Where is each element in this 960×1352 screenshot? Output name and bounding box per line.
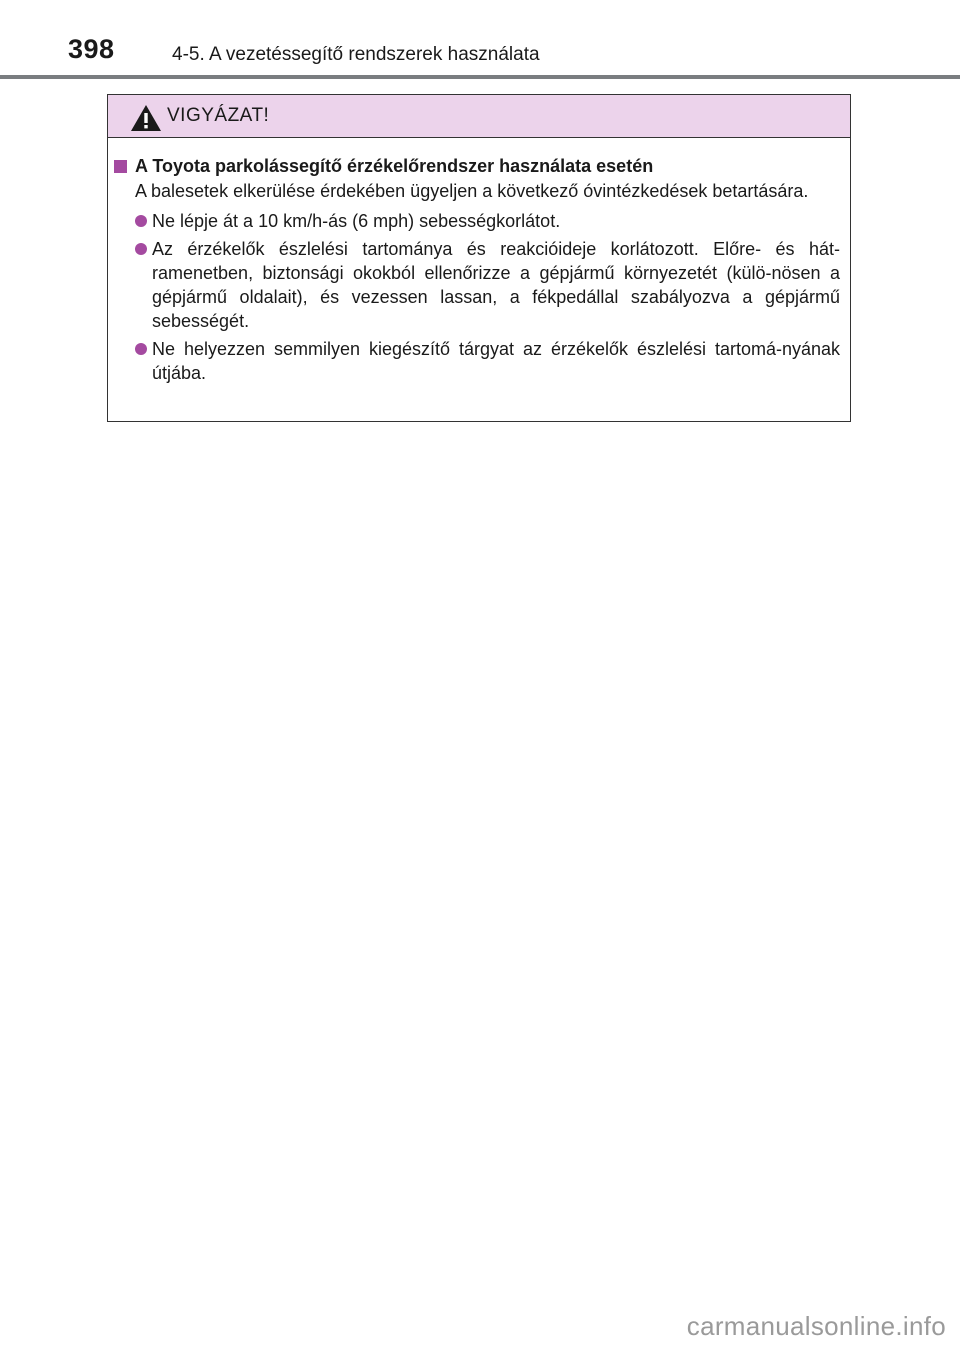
warning-triangle-icon <box>130 104 162 132</box>
caution-intro: A balesetek elkerülése érdekében ügyeljen a következő óvintézkedések betartására. <box>135 181 809 201</box>
page-number: 398 <box>68 34 115 64</box>
footer-watermark: carmanualsonline.info <box>686 1311 946 1341</box>
list-item <box>135 237 840 333</box>
list-item <box>135 337 840 385</box>
caution-title: VIGYÁZAT! <box>167 105 270 126</box>
caution-subheading <box>135 154 840 178</box>
round-bullet-icon <box>135 343 147 355</box>
caution-body <box>108 138 850 385</box>
header-rule <box>0 75 960 79</box>
list-item-text: Ne helyezzen semmilyen kiegészítő tárgyat az érzékelők észlelési tartomá-nyának útjába. <box>152 339 840 383</box>
page-header <box>0 0 960 80</box>
list-item-text: Ne lépje át a 10 km/h-ás (6 mph) sebességkorlátot. <box>152 211 561 231</box>
caution-header <box>108 95 850 138</box>
square-bullet-icon <box>114 160 127 173</box>
list-item-text: Az érzékelők észlelési tartománya és reakcióideje korlátozott. Előre- és hát-ramenetben, biztonsági okokból ellenőrizze a gépjármű környezetét (külö-nösen a gépjármű oldalait), és vezessen lassan, a fékpedállal szabályozva a gépjármű sebességét. <box>152 239 840 331</box>
caution-box <box>107 94 851 422</box>
caution-subheading-text: A Toyota parkolássegítő érzékelőrendszer használata esetén <box>135 156 654 176</box>
section-title: 4-5. A vezetéssegítő rendszerek használata <box>172 44 540 65</box>
round-bullet-icon <box>135 215 147 227</box>
caution-bullet-list <box>135 209 840 385</box>
list-item <box>135 209 840 233</box>
round-bullet-icon <box>135 243 147 255</box>
